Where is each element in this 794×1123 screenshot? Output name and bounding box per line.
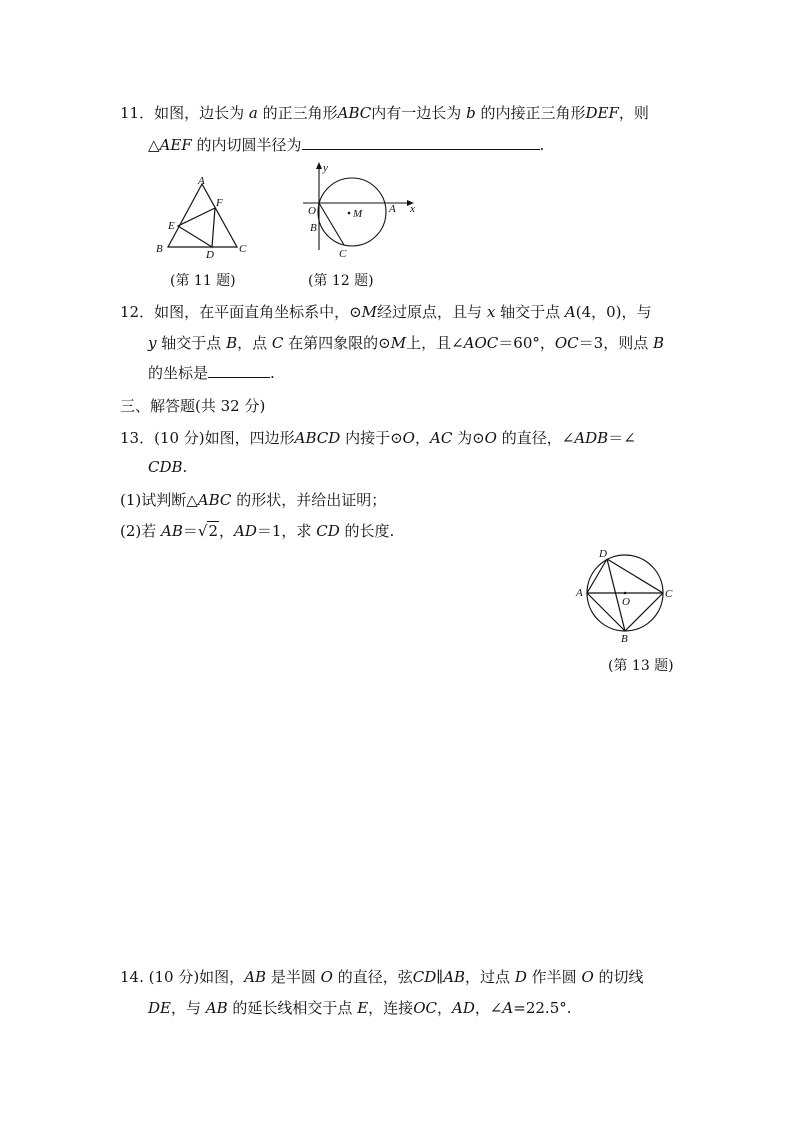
label-d: D (599, 548, 607, 560)
segment-db (607, 559, 625, 631)
label-m: M (353, 208, 363, 220)
triangle-def (178, 208, 215, 247)
q13-line1: 13．(10 分)如图，四边形ABCD 内接于⊙O，AC 为⊙O 的直径，∠ADB＝∠ (120, 429, 636, 447)
segment-ad (587, 559, 607, 593)
q11-line1: 11．如图，边长为 a 的正三角形ABC内有一边长为 b 的内接正三角形DEF，则 (120, 104, 649, 122)
y-arrow-icon (316, 162, 322, 169)
figure-11 (150, 172, 260, 262)
caption-11: (第 11 题) (170, 273, 236, 289)
caption-13: (第 13 题) (608, 658, 674, 674)
q13-part2: (2)若 AB＝√2，AD＝1，求 CD 的长度. (120, 522, 395, 540)
label-y: y (323, 162, 328, 174)
q14-line2: DE，与 AB 的延长线相交于点 E，连接OC，AD，∠A=22.5°. (148, 999, 572, 1017)
label-b: B (156, 243, 163, 255)
label-o: O (308, 205, 316, 217)
answer-blank-11 (302, 135, 540, 150)
figure-12 (300, 160, 430, 265)
q13-part1: (1)试判断△ABC 的形状，并给出证明； (120, 491, 387, 509)
figure-13 (572, 545, 682, 645)
q11-number: 11． (120, 104, 155, 122)
q11-line2: △AEF 的内切圆半径为 . (148, 136, 545, 154)
label-f: F (216, 197, 223, 209)
label-a: A (389, 203, 396, 215)
label-b: B (621, 633, 628, 645)
segment-dc (607, 559, 663, 593)
center-dot-o (624, 592, 627, 595)
answer-blank-12 (208, 363, 270, 378)
label-c: C (239, 243, 247, 255)
q12-line1: 12．如图，在平面直角坐标系中，⊙M经过原点，且与 x 轴交于点 A(4，0)，与 (120, 303, 652, 321)
label-c: C (665, 588, 673, 600)
section-heading: 三、解答题(共 32 分) (120, 397, 266, 415)
triangle-abc (168, 184, 237, 247)
q12-line2: y 轴交于点 B，点 C 在第四象限的⊙M上，且∠AOC＝60°，OC＝3，则点 B (148, 334, 665, 352)
label-d: D (206, 249, 214, 261)
q12-line3: 的坐标是 . (148, 364, 275, 382)
sqrt-symbol: √2 (197, 522, 219, 540)
label-a: A (576, 587, 583, 599)
q14-line1: 14. (10 分)如图，AB 是半圆 O 的直径，弦CD∥AB，过点 D 作半圆 O 的切线 (120, 968, 644, 986)
center-dot-m (348, 212, 351, 215)
caption-12: (第 12 题) (308, 273, 374, 289)
circle-m (318, 178, 386, 246)
label-e: E (168, 220, 175, 232)
label-c: C (339, 248, 347, 260)
q13-line2: CDB. (148, 458, 188, 476)
label-x: x (410, 203, 415, 215)
label-a: A (198, 175, 205, 187)
label-o: O (622, 596, 630, 608)
label-b: B (310, 222, 317, 234)
